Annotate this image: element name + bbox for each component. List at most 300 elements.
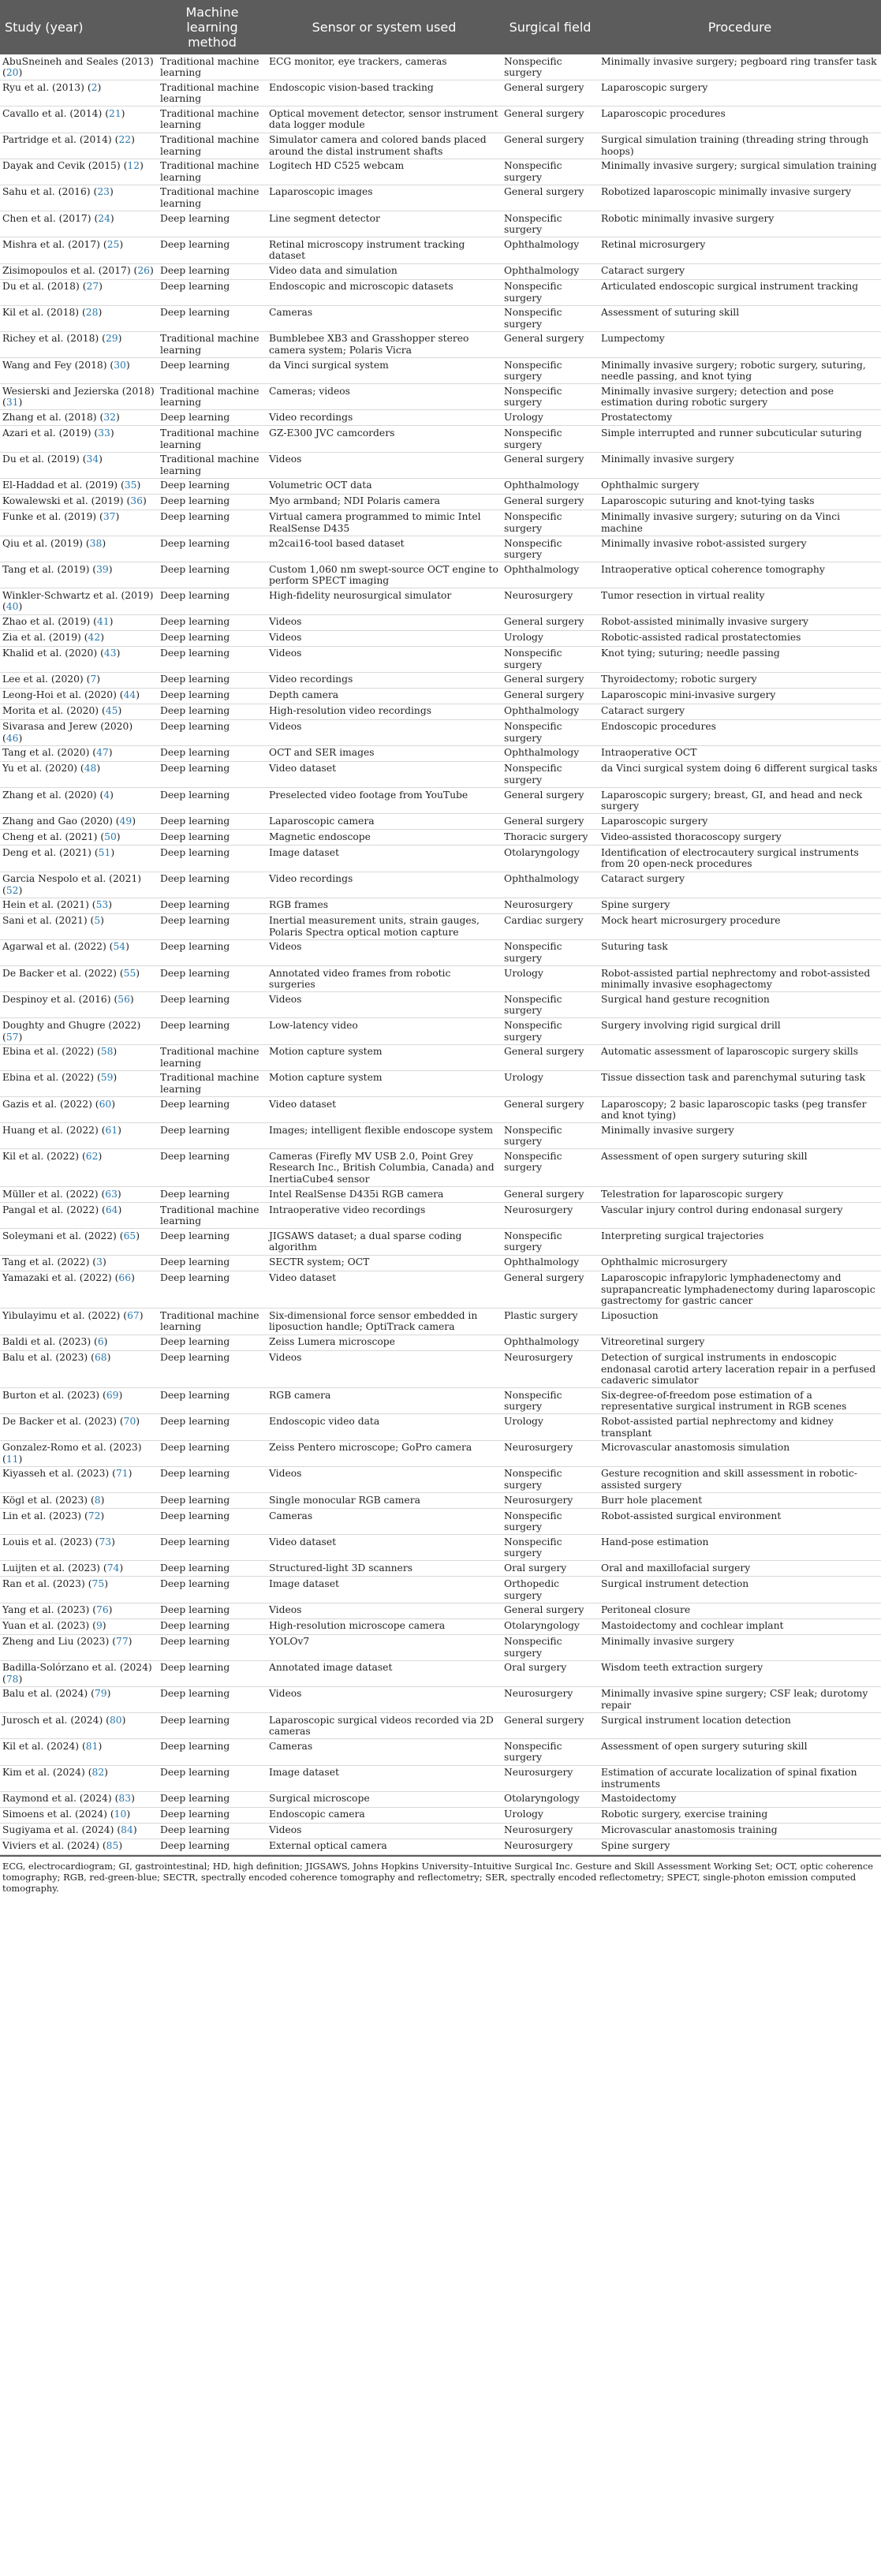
table-row xyxy=(0,494,881,510)
field-cell: Nonspecific surgery xyxy=(502,384,599,410)
study-cell: Zhang and Gao (2020) (49) xyxy=(0,814,158,830)
method-cell: Traditional machine learning xyxy=(158,426,267,452)
reference-link[interactable]: 85 xyxy=(106,1840,119,1852)
reference-link[interactable]: 3 xyxy=(96,1256,103,1268)
reference-link[interactable]: 44 xyxy=(123,689,136,701)
study-name: Yibulayimu et al. (2022) xyxy=(2,1309,121,1321)
study-cell: Raymond et al. (2024) (83) xyxy=(0,1791,158,1807)
sensor-cell: Simulator camera and colored bands placed around the distal instrument shafts xyxy=(267,133,502,159)
table-row xyxy=(0,1229,881,1255)
reference-link[interactable]: 48 xyxy=(84,763,97,775)
sensor-cell: Image dataset xyxy=(267,1765,502,1791)
procedure-cell: Ophthalmic microsurgery xyxy=(599,1255,881,1271)
study-cell: Tang et al. (2022) (3) xyxy=(0,1255,158,1271)
reference-link[interactable]: 26 xyxy=(137,265,151,276)
study-cell: Müller et al. (2022) (63) xyxy=(0,1187,158,1203)
reference-link[interactable]: 35 xyxy=(124,480,137,491)
study-cell: Yuan et al. (2023) (9) xyxy=(0,1618,158,1634)
field-cell: Urology xyxy=(502,1070,599,1096)
reference-link[interactable]: 30 xyxy=(114,359,126,371)
sensor-cell: Videos xyxy=(267,452,502,478)
sensor-cell: Video recordings xyxy=(267,672,502,688)
study-cell: Richey et al. (2018) (29) xyxy=(0,331,158,357)
method-cell: Deep learning xyxy=(158,263,267,279)
reference-link[interactable]: 74 xyxy=(106,1562,120,1574)
study-name: Garcia Nespolo et al. (2021) xyxy=(2,873,142,884)
sensor-cell: Virtual camera programmed to mimic Intel RealSense D435 xyxy=(267,510,502,536)
field-cell: Nonspecific surgery xyxy=(502,54,599,80)
reference-link[interactable]: 63 xyxy=(105,1188,118,1200)
method-cell: Deep learning xyxy=(158,279,267,305)
reference-link[interactable]: 72 xyxy=(88,1510,101,1521)
table-row xyxy=(0,384,881,410)
sensor-cell: Myo armband; NDI Polaris camera xyxy=(267,494,502,510)
sensor-cell: Annotated image dataset xyxy=(267,1660,502,1686)
method-cell: Deep learning xyxy=(158,1018,267,1044)
reference-link[interactable]: 67 xyxy=(127,1309,140,1321)
study-name: Morita et al. (2020) xyxy=(2,705,99,717)
method-cell: Traditional machine learning xyxy=(158,384,267,410)
sensor-cell: Six-dimensional force sensor embedded in liposuction handle; OptiTrack camera xyxy=(267,1309,502,1335)
field-cell: Urology xyxy=(502,630,599,646)
study-cell: Sani et al. (2021) (5) xyxy=(0,913,158,939)
reference-link[interactable]: 73 xyxy=(99,1536,112,1547)
reference-link[interactable]: 34 xyxy=(86,454,99,465)
header-sensor: Sensor or system used xyxy=(267,0,502,54)
reference-link[interactable]: 75 xyxy=(91,1577,105,1589)
table-row xyxy=(0,646,881,672)
study-cell: Tang et al. (2020) (47) xyxy=(0,745,158,761)
table-row xyxy=(0,358,881,384)
field-cell: Orthopedic surgery xyxy=(502,1577,599,1603)
method-cell: Deep learning xyxy=(158,1123,267,1149)
reference-link[interactable]: 21 xyxy=(109,107,121,119)
procedure-cell: Assessment of open surgery suturing skill xyxy=(599,1739,881,1765)
reference-link[interactable]: 11 xyxy=(6,1453,19,1465)
reference-link[interactable]: 39 xyxy=(96,563,109,575)
reference-link[interactable]: 54 xyxy=(113,941,126,953)
reference-link[interactable]: 7 xyxy=(90,674,97,685)
reference-link[interactable]: 62 xyxy=(85,1150,99,1162)
study-name: Tang et al. (2022) xyxy=(2,1256,90,1268)
table-row xyxy=(0,1739,881,1765)
method-cell: Deep learning xyxy=(158,1335,267,1350)
study-cell: Yu et al. (2020) (48) xyxy=(0,761,158,787)
study-cell: Garcia Nespolo et al. (2021) (52) xyxy=(0,872,158,898)
table-row xyxy=(0,719,881,745)
method-cell: Deep learning xyxy=(158,536,267,562)
study-name: Burton et al. (2023) xyxy=(2,1389,100,1401)
study-cell: Despinoy et al. (2016) (56) xyxy=(0,992,158,1018)
method-cell: Traditional machine learning xyxy=(158,159,267,185)
reference-link[interactable]: 83 xyxy=(118,1793,132,1805)
table-row xyxy=(0,1618,881,1634)
study-name: Du et al. (2019) xyxy=(2,454,80,465)
study-name: Ran et al. (2023) xyxy=(2,1577,85,1589)
method-cell: Deep learning xyxy=(158,211,267,237)
table-row xyxy=(0,279,881,305)
sensor-cell: Endoscopic and microscopic datasets xyxy=(267,279,502,305)
table-row xyxy=(0,1388,881,1414)
study-cell: Khalid et al. (2020) (43) xyxy=(0,646,158,672)
field-cell: Nonspecific surgery xyxy=(502,536,599,562)
reference-link[interactable]: 46 xyxy=(6,732,19,744)
study-name: Khalid et al. (2020) xyxy=(2,648,98,659)
method-cell: Deep learning xyxy=(158,1414,267,1440)
study-name: Zheng and Liu (2023) xyxy=(2,1636,110,1648)
study-name: Mishra et al. (2017) xyxy=(2,238,100,250)
table-row xyxy=(0,966,881,992)
study-cell: Simoens et al. (2024) (10) xyxy=(0,1807,158,1823)
table-footnote: ECG, electrocardiogram; GI, gastrointestinal; HD, high definition; JIGSAWS, Johns Hopkins University–Intuitive Surgical Inc. Gesture and Skill Assessment Working Set; OCT, optic coherence tomography; RGB, red-green-blue; SECTR, spectrally encoded coherence tomography and reflectometry; SER, spectrally encoded reflectometry; SPECT, single-photon emission computed tomography. xyxy=(0,1855,881,1898)
study-cell: Viviers et al. (2024) (85) xyxy=(0,1839,158,1854)
reference-link[interactable]: 4 xyxy=(103,789,110,801)
table-row xyxy=(0,1634,881,1660)
procedure-cell: Robot-assisted partial nephrectomy and robot-assisted minimally invasive esophagectomy xyxy=(599,966,881,992)
sensor-cell: m2cai16-tool based dataset xyxy=(267,536,502,562)
procedure-cell: Robot-assisted minimally invasive surgery xyxy=(599,614,881,630)
reference-link[interactable]: 55 xyxy=(123,967,136,979)
field-cell: Nonspecific surgery xyxy=(502,1509,599,1535)
method-cell: Traditional machine learning xyxy=(158,80,267,106)
procedure-cell: Minimally invasive surgery xyxy=(599,1634,881,1660)
table-row xyxy=(0,1561,881,1577)
study-name: Agarwal et al. (2022) xyxy=(2,941,106,953)
study-cell: Ebina et al. (2022) (58) xyxy=(0,1044,158,1070)
study-name: Yamazaki et al. (2022) xyxy=(2,1272,112,1284)
reference-link[interactable]: 65 xyxy=(123,1230,136,1241)
study-cell: Huang et al. (2022) (61) xyxy=(0,1123,158,1149)
reference-link[interactable]: 22 xyxy=(118,134,132,146)
sensor-cell: Motion capture system xyxy=(267,1044,502,1070)
procedure-cell: Assessment of open surgery suturing skill xyxy=(599,1149,881,1187)
table-row xyxy=(0,452,881,478)
reference-link[interactable]: 38 xyxy=(89,537,103,549)
reference-link[interactable]: 31 xyxy=(6,397,19,409)
study-cell: Burton et al. (2023) (69) xyxy=(0,1388,158,1414)
sensor-cell: High-resolution microscope camera xyxy=(267,1618,502,1634)
procedure-cell: Mastoidectomy xyxy=(599,1791,881,1807)
reference-link[interactable]: 37 xyxy=(103,511,116,523)
study-name: Viviers et al. (2024) xyxy=(2,1840,99,1852)
reference-link[interactable]: 43 xyxy=(103,648,117,659)
field-cell: General surgery xyxy=(502,185,599,211)
field-cell: Oral surgery xyxy=(502,1561,599,1577)
table-row xyxy=(0,745,881,761)
study-cell: Kil et al. (2018) (28) xyxy=(0,305,158,331)
procedure-cell: Microvascular anastomosis training xyxy=(599,1823,881,1839)
reference-link[interactable]: 59 xyxy=(100,1072,114,1084)
sensor-cell: Inertial measurement units, strain gauges, Polaris Spectra optical motion capture xyxy=(267,913,502,939)
method-cell: Traditional machine learning xyxy=(158,133,267,159)
method-cell: Deep learning xyxy=(158,1255,267,1271)
method-cell: Deep learning xyxy=(158,1388,267,1414)
study-name: Winkler-Schwartz et al. (2019) xyxy=(2,589,154,601)
procedure-cell: Suturing task xyxy=(599,939,881,965)
sensor-cell: Annotated video frames from robotic surgeries xyxy=(267,966,502,992)
table-row xyxy=(0,1839,881,1854)
procedure-cell: Laparoscopic surgery xyxy=(599,814,881,830)
method-cell: Deep learning xyxy=(158,1791,267,1807)
method-cell: Deep learning xyxy=(158,992,267,1018)
reference-link[interactable]: 28 xyxy=(85,307,99,319)
procedure-cell: Mock heart microsurgery procedure xyxy=(599,913,881,939)
field-cell: Ophthalmology xyxy=(502,263,599,279)
reference-link[interactable]: 60 xyxy=(99,1098,112,1110)
procedure-cell: Robot-assisted partial nephrectomy and kidney transplant xyxy=(599,1414,881,1440)
field-cell: Nonspecific surgery xyxy=(502,1634,599,1660)
reference-link[interactable]: 10 xyxy=(114,1809,127,1820)
reference-link[interactable]: 5 xyxy=(94,915,101,927)
study-name: Kögl et al. (2023) xyxy=(2,1494,88,1506)
study-cell: Lin et al. (2023) (72) xyxy=(0,1509,158,1535)
field-cell: Thoracic surgery xyxy=(502,830,599,846)
reference-link[interactable]: 80 xyxy=(109,1714,122,1726)
procedure-cell: Prostatectomy xyxy=(599,410,881,426)
table-row xyxy=(0,1791,881,1807)
reference-link[interactable]: 32 xyxy=(103,411,116,423)
method-cell: Traditional machine learning xyxy=(158,106,267,133)
table-row xyxy=(0,1414,881,1440)
reference-link[interactable]: 50 xyxy=(104,831,117,842)
reference-link[interactable]: 24 xyxy=(98,212,110,224)
reference-link[interactable]: 47 xyxy=(96,747,109,759)
reference-link[interactable]: 23 xyxy=(97,186,110,198)
reference-link[interactable]: 42 xyxy=(88,632,101,644)
reference-link[interactable]: 61 xyxy=(105,1124,118,1136)
study-cell: Ryu et al. (2013) (2) xyxy=(0,80,158,106)
method-cell: Traditional machine learning xyxy=(158,331,267,357)
reference-link[interactable]: 56 xyxy=(118,993,130,1005)
study-cell: Cavallo et al. (2014) (21) xyxy=(0,106,158,133)
procedure-cell: Laparoscopic mini-invasive surgery xyxy=(599,688,881,704)
reference-link[interactable]: 20 xyxy=(6,67,19,79)
reference-link[interactable]: 52 xyxy=(6,884,19,896)
study-name: Gazis et al. (2022) xyxy=(2,1098,92,1110)
procedure-cell: Intraoperative optical coherence tomography xyxy=(599,562,881,588)
sensor-cell: Video dataset xyxy=(267,1097,502,1123)
reference-link[interactable]: 64 xyxy=(105,1204,118,1215)
table-row xyxy=(0,761,881,787)
procedure-cell: Interpreting surgical trajectories xyxy=(599,1229,881,1255)
table-row xyxy=(0,1535,881,1561)
table-row xyxy=(0,54,881,80)
field-cell: Nonspecific surgery xyxy=(502,1229,599,1255)
reference-link[interactable]: 36 xyxy=(130,495,143,507)
field-cell: Nonspecific surgery xyxy=(502,1388,599,1414)
reference-link[interactable]: 12 xyxy=(127,160,140,172)
method-cell: Deep learning xyxy=(158,510,267,536)
method-cell: Deep learning xyxy=(158,1535,267,1561)
field-cell: Ophthalmology xyxy=(502,745,599,761)
field-cell: General surgery xyxy=(502,106,599,133)
reference-link[interactable]: 82 xyxy=(91,1767,105,1779)
header-procedure: Procedure xyxy=(599,0,881,54)
method-cell: Traditional machine learning xyxy=(158,1309,267,1335)
table-row xyxy=(0,1018,881,1044)
header-field: Surgical field xyxy=(502,0,599,54)
sensor-cell: Logitech HD C525 webcam xyxy=(267,159,502,185)
sensor-cell: Surgical microscope xyxy=(267,1791,502,1807)
field-cell: Nonspecific surgery xyxy=(502,992,599,1018)
reference-link[interactable]: 70 xyxy=(123,1415,136,1427)
reference-link[interactable]: 33 xyxy=(98,427,110,439)
procedure-cell: Peritoneal closure xyxy=(599,1603,881,1618)
method-cell: Deep learning xyxy=(158,614,267,630)
study-name: Azari et al. (2019) xyxy=(2,427,91,439)
method-cell: Deep learning xyxy=(158,305,267,331)
study-name: Simoens et al. (2024) xyxy=(2,1809,107,1820)
study-cell: Sugiyama et al. (2024) (84) xyxy=(0,1823,158,1839)
procedure-cell: Intraoperative OCT xyxy=(599,745,881,761)
sensor-cell: Videos xyxy=(267,1466,502,1492)
reference-link[interactable]: 76 xyxy=(96,1604,109,1616)
field-cell: Neurosurgery xyxy=(502,588,599,614)
study-cell: Wang and Fey (2018) (30) xyxy=(0,358,158,384)
sensor-cell: Videos xyxy=(267,630,502,646)
study-name: Cheng et al. (2021) xyxy=(2,831,98,842)
table-row xyxy=(0,1765,881,1791)
reference-link[interactable]: 58 xyxy=(100,1046,114,1058)
reference-link[interactable]: 84 xyxy=(121,1824,133,1836)
field-cell: Nonspecific surgery xyxy=(502,761,599,787)
field-cell: Neurosurgery xyxy=(502,1203,599,1229)
reference-link[interactable]: 27 xyxy=(86,281,99,292)
table-row xyxy=(0,1603,881,1618)
method-cell: Deep learning xyxy=(158,788,267,814)
study-cell: Kowalewski et al. (2019) (36) xyxy=(0,494,158,510)
study-name: Deng et al. (2021) xyxy=(2,846,91,858)
study-name: Balu et al. (2024) xyxy=(2,1688,88,1700)
field-cell: Ophthalmology xyxy=(502,237,599,263)
reference-link[interactable]: 8 xyxy=(94,1494,101,1506)
field-cell: General surgery xyxy=(502,80,599,106)
procedure-cell: Vascular injury control during endonasal surgery xyxy=(599,1203,881,1229)
reference-link[interactable]: 78 xyxy=(6,1673,19,1685)
field-cell: Urology xyxy=(502,1807,599,1823)
field-cell: Neurosurgery xyxy=(502,1350,599,1388)
method-cell: Traditional machine learning xyxy=(158,185,267,211)
method-cell: Deep learning xyxy=(158,410,267,426)
study-name: Sugiyama et al. (2024) xyxy=(2,1824,114,1836)
sensor-cell: Motion capture system xyxy=(267,1070,502,1096)
reference-link[interactable]: 69 xyxy=(106,1389,119,1401)
reference-link[interactable]: 6 xyxy=(97,1336,104,1347)
field-cell: Ophthalmology xyxy=(502,562,599,588)
reference-link[interactable]: 41 xyxy=(96,616,110,628)
study-name: Hein et al. (2021) xyxy=(2,899,89,911)
field-cell: Nonspecific surgery xyxy=(502,358,599,384)
reference-link[interactable]: 79 xyxy=(94,1688,107,1700)
sensor-cell: OCT and SER images xyxy=(267,745,502,761)
sensor-cell: YOLOv7 xyxy=(267,1634,502,1660)
field-cell: General surgery xyxy=(502,1603,599,1618)
study-name: Qiu et al. (2019) xyxy=(2,537,83,549)
study-cell: Funke et al. (2019) (37) xyxy=(0,510,158,536)
reference-link[interactable]: 29 xyxy=(105,333,118,345)
study-name: Zia et al. (2019) xyxy=(2,632,81,644)
reference-link[interactable]: 53 xyxy=(95,899,109,911)
study-cell: Qiu et al. (2019) (38) xyxy=(0,536,158,562)
study-cell: Kil et al. (2024) (81) xyxy=(0,1739,158,1765)
reference-link[interactable]: 71 xyxy=(115,1468,129,1480)
reference-link[interactable]: 45 xyxy=(105,705,118,717)
study-name: Partridge et al. (2014) xyxy=(2,134,112,146)
reference-link[interactable]: 9 xyxy=(95,1620,103,1632)
study-name: Chen et al. (2017) xyxy=(2,212,91,224)
sensor-cell: ECG monitor, eye trackers, cameras xyxy=(267,54,502,80)
procedure-cell: Surgical simulation training (threading string through hoops) xyxy=(599,133,881,159)
reference-link[interactable]: 49 xyxy=(119,815,133,827)
study-name: Kil et al. (2022) xyxy=(2,1150,80,1162)
sensor-cell: Cameras; videos xyxy=(267,384,502,410)
study-name: Zhao et al. (2019) xyxy=(2,616,91,628)
study-name: De Backer et al. (2023) xyxy=(2,1415,117,1427)
reference-link[interactable]: 25 xyxy=(106,238,120,250)
field-cell: Nonspecific surgery xyxy=(502,719,599,745)
study-cell: Du et al. (2019) (34) xyxy=(0,452,158,478)
reference-link[interactable]: 51 xyxy=(98,846,111,858)
method-cell: Deep learning xyxy=(158,719,267,745)
reference-link[interactable]: 57 xyxy=(6,1031,19,1043)
method-cell: Deep learning xyxy=(158,1350,267,1388)
field-cell: Nonspecific surgery xyxy=(502,646,599,672)
field-cell: General surgery xyxy=(502,688,599,704)
study-name: Raymond et al. (2024) xyxy=(2,1793,112,1805)
table-row xyxy=(0,510,881,536)
table-row xyxy=(0,939,881,965)
method-cell: Deep learning xyxy=(158,1686,267,1712)
study-name: Wesierski and Jezierska (2018) xyxy=(2,385,155,397)
sensor-cell: High-fidelity neurosurgical simulator xyxy=(267,588,502,614)
table-row xyxy=(0,672,881,688)
sensor-cell: High-resolution video recordings xyxy=(267,704,502,719)
study-cell: Ebina et al. (2022) (59) xyxy=(0,1070,158,1096)
table-row xyxy=(0,630,881,646)
reference-link[interactable]: 77 xyxy=(116,1636,129,1648)
field-cell: General surgery xyxy=(502,133,599,159)
table-row xyxy=(0,1493,881,1509)
procedure-cell: Hand-pose estimation xyxy=(599,1535,881,1561)
sensor-cell: Bumblebee XB3 and Grasshopper stereo camera system; Polaris Vicra xyxy=(267,331,502,357)
reference-link[interactable]: 66 xyxy=(118,1272,132,1284)
method-cell: Deep learning xyxy=(158,1577,267,1603)
sensor-cell: Zeiss Lumera microscope xyxy=(267,1335,502,1350)
table-row xyxy=(0,1823,881,1839)
method-cell: Deep learning xyxy=(158,1603,267,1618)
reference-link[interactable]: 2 xyxy=(91,81,98,93)
field-cell: Urology xyxy=(502,410,599,426)
study-name: Ebina et al. (2022) xyxy=(2,1046,95,1058)
reference-link[interactable]: 40 xyxy=(6,601,19,613)
reference-link[interactable]: 68 xyxy=(94,1352,107,1363)
field-cell: General surgery xyxy=(502,1187,599,1203)
field-cell: Nonspecific surgery xyxy=(502,305,599,331)
method-cell: Traditional machine learning xyxy=(158,1203,267,1229)
sensor-cell: Line segment detector xyxy=(267,211,502,237)
table-row xyxy=(0,588,881,614)
reference-link[interactable]: 81 xyxy=(85,1740,99,1752)
procedure-cell: Cataract surgery xyxy=(599,872,881,898)
method-cell: Deep learning xyxy=(158,562,267,588)
field-cell: General surgery xyxy=(502,452,599,478)
table-row xyxy=(0,814,881,830)
method-cell: Traditional machine learning xyxy=(158,1044,267,1070)
study-name: Badilla-Solórzano et al. (2024) xyxy=(2,1662,152,1674)
sensor-cell: Image dataset xyxy=(267,1577,502,1603)
procedure-cell: Spine surgery xyxy=(599,898,881,913)
table-row xyxy=(0,1807,881,1823)
